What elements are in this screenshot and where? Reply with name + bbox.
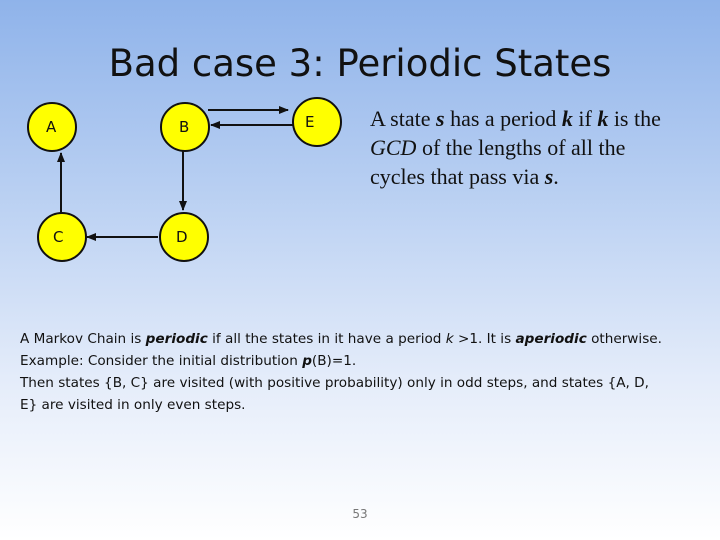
- definition-text: is the: [608, 106, 661, 131]
- node-a: [28, 103, 76, 151]
- page-number: 53: [352, 507, 368, 521]
- definition-text: .: [553, 164, 559, 189]
- paragraph-line-4: E} are visited in only even steps.: [20, 397, 246, 413]
- node-d-label: D: [176, 228, 188, 246]
- node-e-label: E: [305, 113, 315, 131]
- var-s: s: [436, 106, 445, 131]
- period-definition: [370, 104, 710, 191]
- definition-text: if: [572, 106, 598, 131]
- gcd-term: GCD: [370, 135, 417, 160]
- paragraph-line-3: Then states {B, C} are visited (with positive probability) only in odd steps, and states {A, D,: [20, 375, 649, 391]
- explanation-paragraph: [20, 328, 710, 416]
- aperiodic-term: aperiodic: [515, 331, 587, 347]
- slide-title: Bad case 3: Periodic States: [108, 42, 612, 85]
- paragraph-line-2: Example: Consider the initial distribution p(B)=1.: [20, 353, 357, 369]
- var-k: k: [597, 106, 609, 131]
- node-b-label: B: [179, 118, 190, 136]
- node-c-label: C: [53, 228, 64, 246]
- node-d: [160, 213, 208, 261]
- node-a-label: A: [46, 118, 57, 136]
- definition-text: of the lengths of all the: [416, 135, 626, 160]
- definition-text: has a period: [444, 106, 562, 131]
- periodic-term: periodic: [145, 331, 208, 347]
- node-c: [38, 213, 86, 261]
- var-s: s: [544, 164, 554, 189]
- node-b: [161, 103, 209, 151]
- definition-text: cycles that pass via: [370, 164, 545, 189]
- node-e: [293, 98, 341, 146]
- definition-text: A state: [370, 106, 436, 131]
- var-k: k: [561, 106, 573, 131]
- paragraph-line-1: A Markov Chain is periodic if all the states in it have a period k >1. It is aperiodic otherwise.: [20, 331, 662, 347]
